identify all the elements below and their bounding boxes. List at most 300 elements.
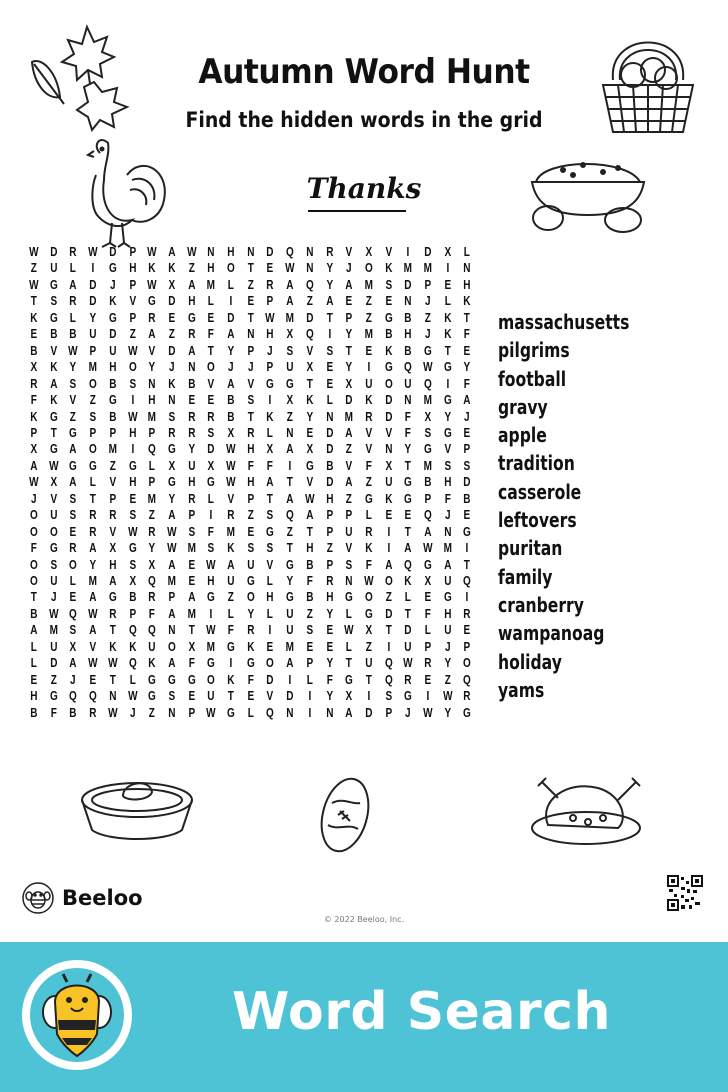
grid-letter: R: [109, 606, 117, 621]
grid-letter: H: [325, 491, 333, 506]
grid-letter: B: [404, 310, 412, 325]
grid-letter: Q: [384, 656, 393, 671]
grid-letter: K: [168, 376, 176, 391]
grid-letter: R: [69, 294, 77, 309]
grid-letter: T: [405, 458, 412, 473]
grid-letter: P: [188, 705, 195, 720]
grid-letter: I: [268, 623, 272, 638]
grid-letter: X: [385, 458, 392, 473]
grid-letter: I: [288, 672, 292, 687]
grid-letter: K: [266, 409, 274, 424]
grid-letter: G: [49, 689, 58, 704]
grid-letter: G: [286, 590, 294, 605]
grid-letter: N: [463, 261, 471, 276]
grid-letter: V: [109, 524, 116, 539]
grid-letter: T: [306, 376, 313, 391]
grid-letter: O: [29, 574, 38, 588]
grid-letter: S: [69, 508, 77, 523]
grid-letter: E: [30, 327, 38, 342]
grid-letter: J: [405, 705, 411, 720]
grid-letter: D: [365, 705, 373, 720]
grid-letter: L: [227, 606, 234, 621]
grid-letter: W: [167, 524, 177, 539]
grid-letter: R: [109, 508, 117, 523]
grid-letter: X: [50, 475, 57, 490]
grid-letter: M: [285, 639, 295, 654]
grid-letter: Y: [444, 656, 451, 671]
grid-letter: R: [187, 425, 196, 440]
grid-letter: J: [168, 360, 175, 375]
grid-letter: Z: [89, 393, 96, 408]
grid-letter: M: [187, 541, 196, 556]
grid-letter: N: [404, 294, 412, 309]
grid-letter: Z: [424, 310, 431, 325]
grid-letter: T: [405, 606, 412, 621]
grid-letter: D: [384, 393, 393, 408]
grid-letter: F: [365, 458, 372, 473]
grid-letter: Z: [365, 639, 372, 654]
grid-letter: M: [423, 458, 433, 473]
grid-letter: P: [385, 705, 392, 720]
grid-letter: F: [30, 393, 37, 408]
grid-letter: S: [463, 458, 471, 473]
grid-letter: L: [129, 672, 136, 687]
grid-letter: O: [364, 261, 373, 276]
grid-letter: J: [425, 327, 431, 342]
grid-letter: V: [385, 425, 392, 440]
grid-letter: Q: [89, 689, 97, 704]
grid-letter: K: [148, 656, 156, 671]
grid-letter: J: [346, 261, 352, 276]
grid-letter: S: [385, 277, 392, 292]
grid-letter: W: [29, 245, 39, 259]
grid-letter: Y: [148, 541, 156, 556]
grid-letter: L: [30, 656, 37, 671]
grid-letter: Q: [69, 689, 78, 704]
grid-letter: S: [69, 491, 77, 506]
brand-name: Beeloo: [62, 886, 143, 910]
grid-letter: H: [109, 557, 117, 572]
grid-letter: R: [168, 425, 176, 440]
grid-letter: G: [364, 606, 373, 621]
grid-letter: T: [30, 294, 37, 309]
grid-letter: W: [29, 277, 39, 292]
grid-letter: V: [148, 343, 156, 358]
grid-letter: P: [247, 491, 254, 506]
grid-letter: H: [266, 590, 274, 605]
grid-letter: W: [423, 705, 433, 720]
grid-letter: A: [187, 277, 196, 292]
grid-letter: O: [29, 508, 38, 523]
bee-icon: [22, 882, 54, 914]
grid-letter: G: [266, 376, 275, 391]
grid-letter: G: [364, 491, 373, 506]
grid-letter: A: [69, 656, 77, 671]
grid-letter: Z: [345, 491, 353, 506]
grid-letter: H: [246, 442, 255, 457]
grid-letter: Q: [148, 442, 156, 457]
grid-letter: P: [424, 639, 432, 654]
grid-letter: P: [345, 310, 353, 325]
grid-letter: N: [168, 705, 176, 720]
grid-letter: W: [68, 343, 78, 358]
grid-letter: S: [168, 689, 176, 704]
grid-letter: P: [266, 360, 274, 375]
grid-letter: R: [187, 409, 196, 424]
grid-letter: I: [387, 639, 390, 654]
grid-letter: V: [365, 425, 373, 440]
grid-letter: F: [267, 458, 274, 473]
grid-letter: G: [423, 557, 432, 572]
grid-letter: V: [345, 458, 353, 473]
grid-letter: O: [246, 590, 255, 605]
grid-letter: X: [129, 574, 136, 588]
word-list-item: holiday: [498, 649, 562, 674]
grid-letter: E: [168, 310, 176, 325]
grid-letter: N: [325, 409, 333, 424]
grid-letter: E: [463, 508, 471, 523]
grid-letter: Y: [168, 491, 176, 506]
grid-letter: G: [167, 442, 176, 457]
grid-letter: A: [266, 475, 274, 490]
grid-letter: F: [30, 541, 37, 556]
grid-letter: W: [423, 360, 433, 375]
grid-letter: E: [266, 261, 274, 276]
grid-letter: T: [109, 623, 116, 638]
grid-letter: H: [266, 327, 274, 342]
grid-letter: Z: [247, 277, 254, 292]
grid-letter: D: [463, 475, 471, 490]
grid-letter: S: [424, 425, 432, 440]
grid-letter: H: [404, 327, 412, 342]
grid-letter: S: [69, 623, 77, 638]
grid-letter: E: [266, 639, 274, 654]
grid-letter: G: [167, 672, 176, 687]
grid-letter: Q: [423, 508, 432, 523]
grid-letter: R: [187, 491, 196, 506]
word-list-item: leftovers: [498, 508, 577, 533]
grid-letter: U: [384, 475, 393, 490]
grid-letter: T: [464, 310, 471, 325]
grid-letter: H: [306, 541, 314, 556]
grid-letter: K: [168, 261, 176, 276]
grid-letter: R: [89, 524, 97, 539]
grid-letter: P: [89, 343, 97, 358]
grid-letter: X: [188, 639, 195, 654]
grid-letter: Z: [129, 327, 136, 342]
grid-letter: D: [404, 277, 412, 292]
grid-letter: F: [306, 574, 313, 588]
grid-letter: A: [89, 590, 97, 605]
grid-letter: E: [404, 508, 412, 523]
grid-letter: B: [69, 327, 77, 342]
grid-letter: G: [207, 590, 216, 605]
grid-letter: W: [48, 606, 59, 621]
grid-letter: R: [148, 310, 156, 325]
grid-letter: A: [30, 623, 38, 638]
grid-letter: M: [285, 310, 295, 325]
grid-letter: W: [147, 245, 157, 259]
grid-letter: Z: [109, 458, 116, 473]
grid-letter: V: [109, 475, 116, 490]
grid-letter: K: [246, 639, 255, 654]
grid-letter: U: [404, 639, 412, 654]
grid-letter: X: [345, 689, 353, 704]
grid-letter: X: [30, 442, 38, 457]
grid-letter: E: [424, 590, 432, 605]
grid-letter: E: [30, 672, 38, 687]
grid-letter: R: [30, 376, 38, 391]
grid-letter: R: [463, 689, 471, 704]
grid-letter: D: [384, 606, 393, 621]
grid-letter: G: [108, 590, 117, 605]
grid-letter: V: [227, 491, 235, 506]
grid-letter: U: [89, 327, 97, 342]
grid-letter: Y: [404, 442, 412, 457]
grid-letter: Y: [148, 360, 156, 375]
grid-letter: I: [406, 245, 410, 259]
grid-letter: P: [463, 639, 471, 654]
grid-letter: K: [365, 541, 373, 556]
grid-letter: R: [187, 327, 196, 342]
grid-letter: M: [88, 574, 98, 588]
grid-letter: L: [227, 277, 234, 292]
grid-letter: Y: [345, 360, 353, 375]
grid-letter: X: [306, 360, 313, 375]
grid-letter: S: [207, 541, 215, 556]
grid-letter: A: [109, 574, 117, 588]
grid-letter: P: [129, 310, 136, 325]
word-list-item: gravy: [498, 394, 548, 419]
grid-letter: G: [463, 524, 472, 539]
grid-letter: S: [266, 541, 274, 556]
grid-letter: W: [88, 606, 98, 621]
grid-letter: A: [286, 277, 294, 292]
grid-letter: E: [207, 393, 215, 408]
grid-letter: Q: [305, 277, 314, 292]
grid-letter: U: [404, 376, 412, 391]
grid-letter: G: [443, 360, 452, 375]
grid-letter: H: [463, 277, 471, 292]
grid-letter: G: [423, 343, 432, 358]
grid-letter: Y: [89, 557, 97, 572]
grid-letter: V: [306, 475, 313, 490]
grid-letter: B: [30, 343, 38, 358]
grid-letter: W: [226, 475, 236, 490]
grid-letter: F: [405, 425, 412, 440]
grid-letter: R: [404, 672, 412, 687]
grid-letter: U: [365, 656, 373, 671]
grid-letter: Q: [128, 623, 137, 638]
grid-letter: Y: [444, 409, 451, 424]
grid-letter: D: [345, 393, 353, 408]
grid-letter: H: [187, 475, 196, 490]
grid-letter: T: [444, 343, 451, 358]
grid-letter: Z: [326, 541, 333, 556]
grid-letter: T: [227, 689, 234, 704]
grid-letter: A: [345, 705, 353, 720]
grid-letter: O: [207, 672, 216, 687]
grid-letter: D: [109, 245, 117, 259]
grid-letter: M: [364, 277, 373, 292]
grid-letter: D: [89, 277, 97, 292]
grid-letter: W: [107, 656, 118, 671]
grid-letter: P: [129, 606, 136, 621]
grid-letter: T: [30, 590, 37, 605]
grid-letter: N: [168, 393, 176, 408]
grid-letter: I: [367, 689, 371, 704]
grid-letter: V: [266, 557, 274, 572]
grid-letter: P: [247, 343, 254, 358]
grid-letter: D: [325, 475, 333, 490]
grid-letter: T: [247, 261, 254, 276]
grid-letter: D: [207, 442, 215, 457]
grid-letter: X: [168, 458, 176, 473]
grid-letter: T: [188, 623, 195, 638]
grid-letter: L: [148, 458, 156, 473]
grid-letter: G: [148, 294, 156, 309]
grid-letter: A: [443, 557, 452, 572]
grid-letter: N: [246, 245, 255, 259]
grid-letter: S: [286, 343, 294, 358]
grid-letter: E: [129, 491, 136, 506]
grid-letter: X: [168, 277, 176, 292]
grid-letter: D: [424, 245, 432, 259]
grid-letter: E: [463, 425, 471, 440]
grid-letter: I: [327, 327, 331, 342]
grid-letter: Y: [444, 705, 451, 720]
grid-letter: U: [227, 574, 235, 588]
grid-letter: T: [405, 524, 412, 539]
grid-letter: T: [109, 672, 116, 687]
grid-letter: A: [168, 656, 176, 671]
grid-letter: E: [463, 623, 471, 638]
grid-letter: V: [207, 376, 215, 391]
grid-letter: L: [208, 491, 215, 506]
grid-letter: K: [384, 343, 393, 358]
grid-letter: I: [130, 393, 134, 408]
grid-letter: K: [463, 294, 471, 309]
grid-letter: M: [147, 491, 157, 506]
grid-letter: W: [304, 491, 315, 506]
theme-label: Thanks: [306, 172, 422, 205]
grid-letter: S: [129, 557, 136, 572]
grid-letter: K: [30, 409, 38, 424]
grid-letter: W: [127, 409, 138, 424]
grid-letter: L: [89, 475, 96, 490]
grid-letter: Z: [227, 590, 234, 605]
grid-letter: F: [247, 458, 254, 473]
grid-letter: G: [423, 442, 432, 457]
grid-letter: T: [464, 557, 471, 572]
grid-letter: Q: [423, 376, 432, 391]
grid-letter: M: [49, 623, 58, 638]
grid-letter: E: [188, 689, 195, 704]
word-list-item: puritan: [498, 536, 563, 561]
grid-letter: H: [128, 475, 136, 490]
grid-letter: U: [109, 343, 117, 358]
grid-letter: F: [208, 327, 215, 342]
grid-letter: J: [444, 508, 451, 523]
grid-letter: H: [128, 261, 136, 276]
grid-letter: J: [464, 409, 471, 424]
grid-letter: A: [286, 491, 294, 506]
grid-letter: E: [188, 557, 195, 572]
grid-letter: M: [403, 261, 413, 276]
grid-letter: A: [168, 606, 176, 621]
grid-letter: E: [345, 294, 353, 309]
grid-letter: P: [109, 491, 116, 506]
banner-label: Word Search: [232, 982, 611, 1042]
grid-letter: B: [109, 376, 117, 391]
grid-letter: B: [384, 327, 393, 342]
grid-letter: J: [228, 360, 234, 375]
grid-letter: T: [89, 491, 96, 506]
category-banner: [0, 942, 728, 1092]
grid-letter: Q: [463, 574, 472, 588]
grid-letter: M: [88, 360, 98, 375]
grid-letter: T: [365, 672, 372, 687]
grid-letter: O: [384, 376, 393, 391]
grid-letter: G: [148, 672, 156, 687]
grid-letter: W: [206, 705, 216, 720]
page-title: Autumn Word Hunt: [198, 52, 530, 92]
grid-letter: L: [247, 705, 254, 720]
grid-letter: I: [465, 590, 469, 605]
grid-letter: A: [463, 393, 471, 408]
grid-letter: G: [207, 656, 216, 671]
grid-letter: X: [424, 574, 432, 588]
grid-letter: I: [465, 541, 469, 556]
grid-letter: S: [168, 409, 176, 424]
grid-letter: B: [49, 327, 58, 342]
grid-letter: L: [345, 639, 353, 654]
grid-letter: W: [29, 475, 39, 490]
leaves-icon: [22, 22, 142, 132]
grid-letter: K: [384, 261, 393, 276]
grid-letter: U: [246, 557, 255, 572]
grid-letter: R: [325, 574, 333, 588]
grid-letter: Y: [326, 277, 333, 292]
grid-letter: F: [188, 656, 195, 671]
grid-letter: Z: [306, 294, 313, 309]
grid-letter: L: [405, 590, 412, 605]
grid-letter: I: [308, 705, 312, 720]
grid-letter: E: [207, 310, 215, 325]
grid-letter: J: [444, 639, 451, 654]
grid-letter: L: [30, 639, 37, 654]
grid-letter: F: [405, 409, 412, 424]
grid-letter: B: [227, 393, 235, 408]
grid-letter: Q: [266, 705, 275, 720]
grid-letter: A: [227, 557, 235, 572]
grid-letter: L: [424, 623, 431, 638]
grid-letter: U: [49, 639, 58, 654]
grid-letter: U: [365, 376, 373, 391]
grid-letter: E: [247, 294, 254, 309]
football-icon: [318, 775, 373, 855]
grid-letter: O: [384, 574, 393, 588]
grid-letter: Q: [148, 623, 156, 638]
grid-letter: S: [129, 376, 136, 391]
word-list-item: tradition: [498, 451, 575, 476]
grid-letter: W: [48, 458, 59, 473]
grid-letter: H: [207, 574, 215, 588]
grid-letter: U: [443, 574, 452, 588]
grid-letter: X: [286, 327, 294, 342]
grid-letter: B: [128, 590, 136, 605]
grid-letter: T: [50, 425, 57, 440]
